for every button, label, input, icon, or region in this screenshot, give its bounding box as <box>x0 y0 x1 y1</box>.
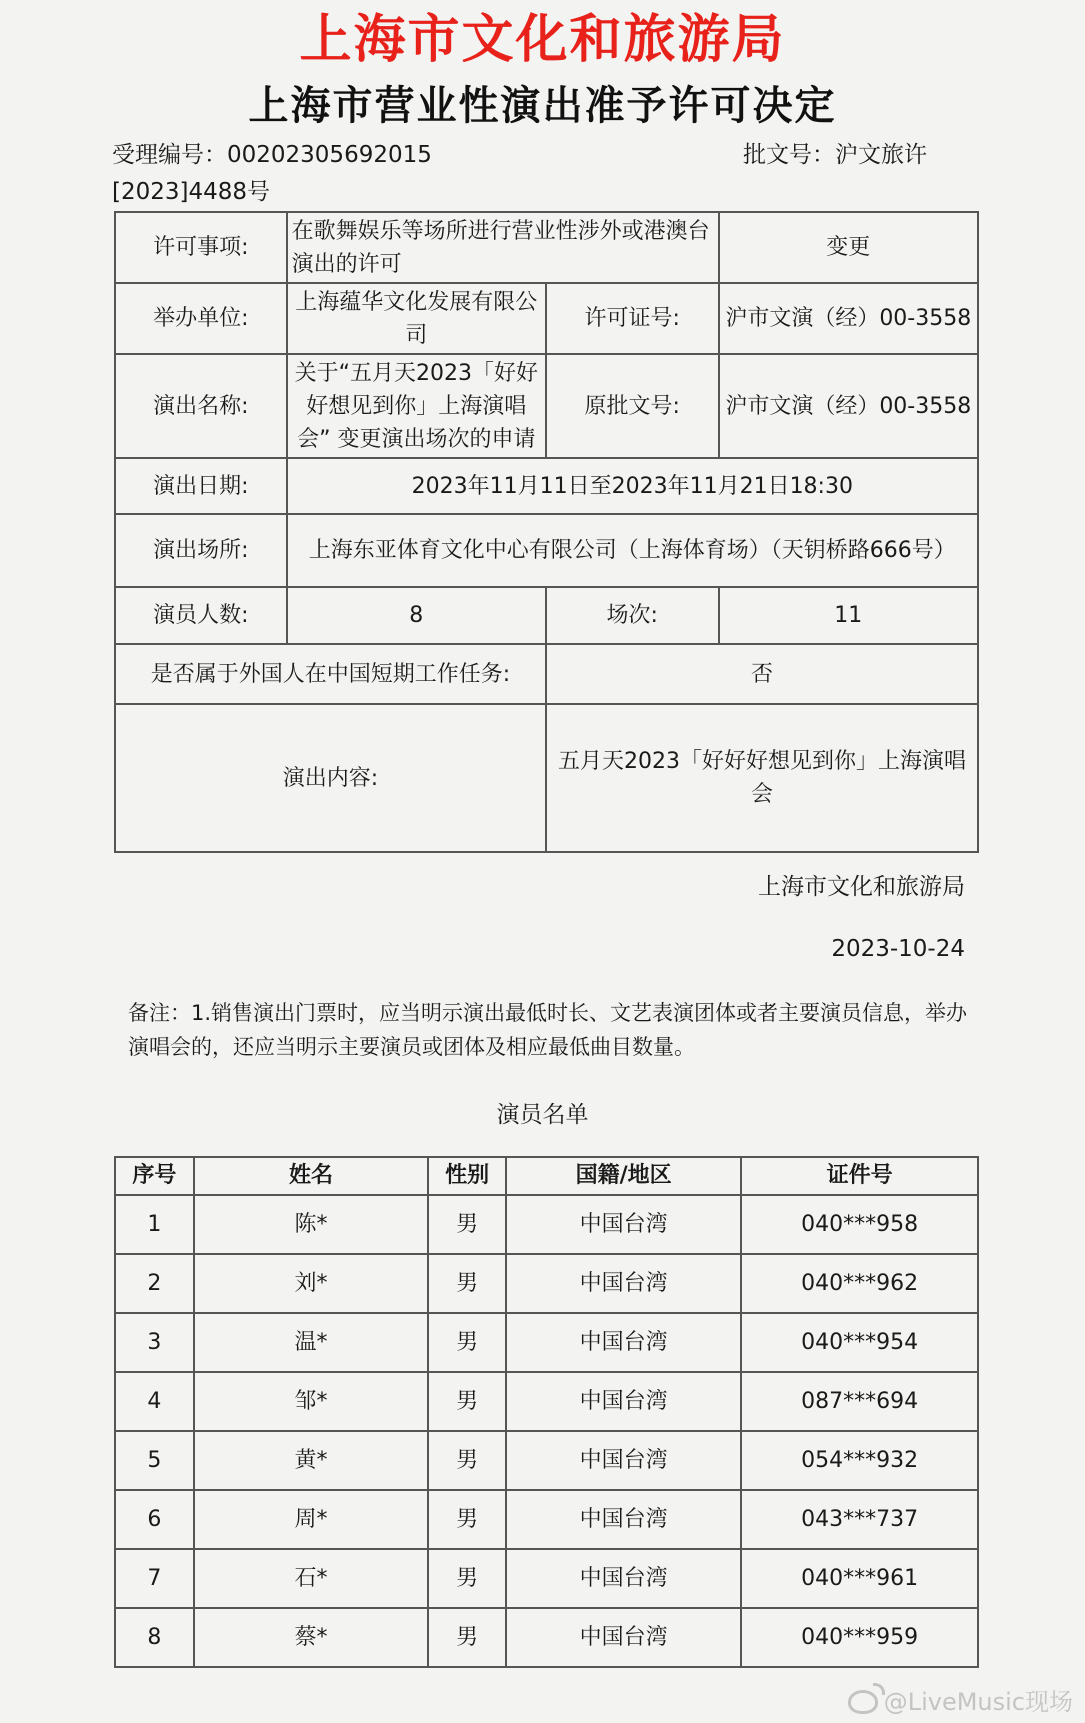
performer-id: 040***954 <box>741 1313 978 1372</box>
date-label: 演出日期: <box>115 458 287 514</box>
row-index: 7 <box>115 1549 194 1608</box>
performer-gender: 男 <box>428 1313 506 1372</box>
performer-gender: 男 <box>428 1254 506 1313</box>
performer-nationality: 中国台湾 <box>506 1608 741 1667</box>
acceptance-label: 受理编号： <box>112 142 227 168</box>
performer-nationality: 中国台湾 <box>506 1254 741 1313</box>
show-name-label: 演出名称: <box>115 354 287 458</box>
show-name-value: 关于“五月天2023「好好好想见到你」上海演唱会” 变更演出场次的申请 <box>287 354 546 458</box>
performer-name: 陈* <box>194 1195 428 1254</box>
permit-row-performers <box>115 587 978 644</box>
performer-name: 石* <box>194 1549 428 1608</box>
col-header-name: 姓名 <box>194 1157 428 1195</box>
venue-value: 上海东亚体育文化中心有限公司（上海体育场）（天钥桥路666号） <box>287 514 978 587</box>
remark-note: 备注：1.销售演出门票时，应当明示演出最低时长、文艺表演团体或者主要演员信息，举办演唱会的，还应当明示主要演员或团体及相应最低曲目数量。 <box>128 1001 968 1059</box>
item-label: 许可事项: <box>115 212 287 283</box>
sessions-value: 11 <box>719 587 978 644</box>
agency-title: 上海市文化和旅游局 <box>299 10 786 70</box>
performer-nationality: 中国台湾 <box>506 1195 741 1254</box>
performers-value: 8 <box>287 587 546 644</box>
content-value: 五月天2023「好好好想见到你」上海演唱会 <box>546 704 978 852</box>
table-row <box>115 1313 978 1372</box>
performer-nationality: 中国台湾 <box>506 1490 741 1549</box>
performers-label: 演员人数: <box>115 587 287 644</box>
table-row <box>115 1549 978 1608</box>
date-value: 2023年11月11日至2023年11月21日18:30 <box>287 458 978 514</box>
sessions-label: 场次: <box>546 587 719 644</box>
table-row <box>115 1254 978 1313</box>
permit-row-foreign <box>115 644 978 704</box>
performer-nationality: 中国台湾 <box>506 1431 741 1490</box>
item-value: 在歌舞娱乐等场所进行营业性涉外或港澳台演出的许可 <box>287 212 719 283</box>
row-index: 2 <box>115 1254 194 1313</box>
permit-row-content <box>115 704 978 852</box>
row-index: 3 <box>115 1313 194 1372</box>
row-index: 4 <box>115 1372 194 1431</box>
table-row <box>115 1490 978 1549</box>
license-label: 许可证号: <box>546 283 719 354</box>
performer-gender: 男 <box>428 1431 506 1490</box>
orig-approval-value: 沪市文演（经）00-3558 <box>719 354 978 458</box>
performer-gender: 男 <box>428 1549 506 1608</box>
performer-gender: 男 <box>428 1608 506 1667</box>
performer-name: 邹* <box>194 1372 428 1431</box>
weibo-icon <box>848 1690 878 1714</box>
license-value: 沪市文演（经）00-3558 <box>719 283 978 354</box>
roster-body <box>115 1195 978 1667</box>
performer-nationality: 中国台湾 <box>506 1372 741 1431</box>
performer-id: 054***932 <box>741 1431 978 1490</box>
permit-row-venue <box>115 514 978 587</box>
permit-row-show-name <box>115 354 978 458</box>
approval-number <box>743 140 927 170</box>
foreign-label: 是否属于外国人在中国短期工作任务: <box>115 644 546 704</box>
orig-approval-label: 原批文号: <box>546 354 719 458</box>
item-type: 变更 <box>719 212 978 283</box>
permit-row-item <box>115 212 978 283</box>
row-index: 1 <box>115 1195 194 1254</box>
performer-id: 087***694 <box>741 1372 978 1431</box>
approval-value-part2: [2023]4488号 <box>112 179 271 205</box>
performer-nationality: 中国台湾 <box>506 1549 741 1608</box>
performer-id: 040***962 <box>741 1254 978 1313</box>
performer-gender: 男 <box>428 1372 506 1431</box>
col-header-nationality: 国籍/地区 <box>506 1157 741 1195</box>
venue-label: 演出场所: <box>115 514 287 587</box>
performer-gender: 男 <box>428 1490 506 1549</box>
approval-label: 批文号： <box>743 142 835 168</box>
weibo-watermark <box>848 1685 1073 1719</box>
permit-row-date <box>115 458 978 514</box>
signature-agency: 上海市文化和旅游局 <box>758 874 965 900</box>
performer-name: 蔡* <box>194 1608 428 1667</box>
signature-date: 2023-10-24 <box>831 936 965 962</box>
roster-title: 演员名单 <box>496 1102 589 1128</box>
row-index: 6 <box>115 1490 194 1549</box>
performer-name: 温* <box>194 1313 428 1372</box>
content-label: 演出内容: <box>115 704 546 852</box>
row-index: 8 <box>115 1608 194 1667</box>
approval-value-part1: 沪文旅许 <box>835 142 927 168</box>
permit-table <box>114 211 979 853</box>
performer-gender: 男 <box>428 1195 506 1254</box>
col-header-index: 序号 <box>115 1157 194 1195</box>
permit-row-organizer <box>115 283 978 354</box>
roster-header-row <box>115 1157 978 1195</box>
document-title: 上海市营业性演出准予许可决定 <box>248 83 837 129</box>
table-row <box>115 1372 978 1431</box>
performer-id: 040***959 <box>741 1608 978 1667</box>
watermark-text: @LiveMusic现场 <box>883 1688 1073 1716</box>
performer-name: 黄* <box>194 1431 428 1490</box>
organizer-label: 举办单位: <box>115 283 287 354</box>
performer-id: 040***958 <box>741 1195 978 1254</box>
performer-nationality: 中国台湾 <box>506 1313 741 1372</box>
performer-name: 周* <box>194 1490 428 1549</box>
organizer-value: 上海蕴华文化发展有限公司 <box>287 283 546 354</box>
acceptance-number <box>112 140 432 170</box>
performer-id: 043***737 <box>741 1490 978 1549</box>
acceptance-value: 00202305692015 <box>227 142 432 168</box>
roster-table <box>114 1156 979 1668</box>
table-row <box>115 1431 978 1490</box>
col-header-id: 证件号 <box>741 1157 978 1195</box>
col-header-gender: 性别 <box>428 1157 506 1195</box>
table-row <box>115 1608 978 1667</box>
foreign-value: 否 <box>546 644 978 704</box>
table-row <box>115 1195 978 1254</box>
performer-id: 040***961 <box>741 1549 978 1608</box>
row-index: 5 <box>115 1431 194 1490</box>
performer-name: 刘* <box>194 1254 428 1313</box>
